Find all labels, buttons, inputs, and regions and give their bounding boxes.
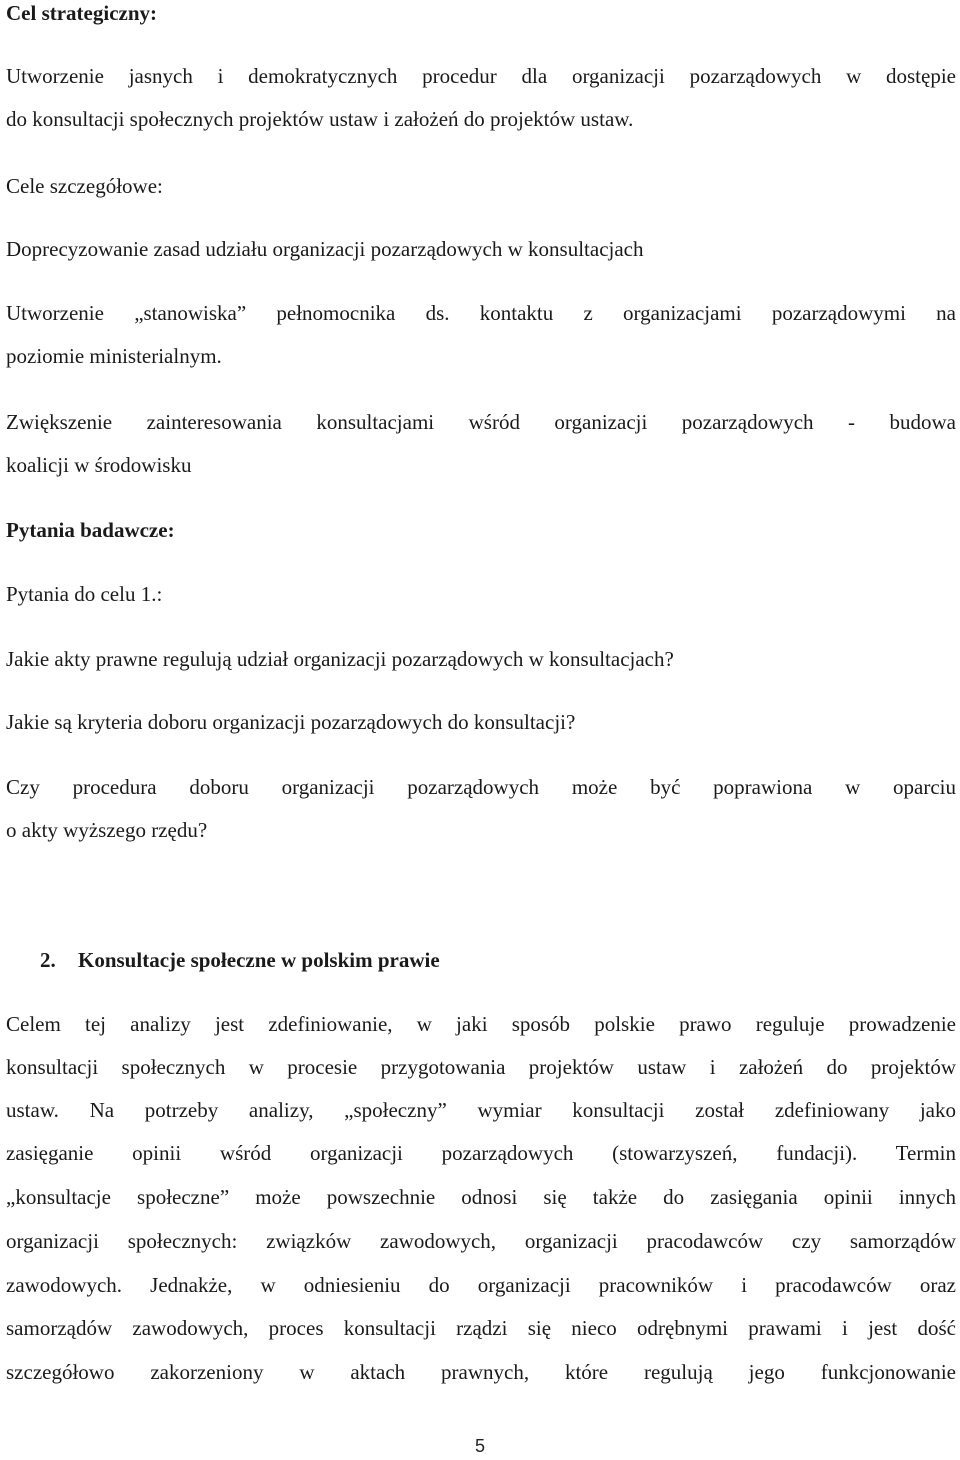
research-question-1: Jakie akty prawne regulują udział organizacji pozarządowych w konsultacjach? [6,647,674,671]
research-questions-subheading: Pytania do celu 1.: [6,582,163,606]
specific-goals-heading: Cele szczegółowe: [6,174,163,198]
specific-goal-3-line-1: Zwiększenie zainteresowania konsultacjami wśród organizacji pozarządowych - budowa [6,410,956,434]
strategic-goal-heading: Cel strategiczny: [6,1,158,25]
specific-goal-1: Doprecyzowanie zasad udziału organizacji pozarządowych w konsultacjach [6,237,644,261]
section-2-number: 2. [40,948,56,972]
section-2-line-5: „konsultacje społeczne” może powszechnie odnosi się także do zasięgania opinii innych [6,1185,956,1209]
section-2-line-6: organizacji społecznych: związków zawodowych, organizacji pracodawców czy samorządów [6,1229,956,1253]
specific-goal-3-line-2: koalicji w środowisku [6,453,192,477]
section-2-line-4: zasięganie opinii wśród organizacji pozarządowych (stowarzyszeń, fundacji). Termin [6,1141,956,1165]
strategic-goal-line-1: Utworzenie jasnych i demokratycznych procedur dla organizacji pozarządowych w dostępie [6,64,956,88]
section-2-line-8: samorządów zawodowych, proces konsultacji rządzi się nieco odrębnymi prawami i jest dość [6,1316,956,1340]
page-number: 5 [474,1436,485,1456]
section-2-line-1: Celem tej analizy jest zdefiniowanie, w jaki sposób polskie prawo reguluje prowadzenie [6,1012,956,1036]
section-2-line-9: szczegółowo zakorzeniony w aktach prawnych, które regulują jego funkcjonowanie [6,1360,956,1384]
section-2-line-2: konsultacji społecznych w procesie przygotowania projektów ustaw i założeń do projektów [6,1055,956,1079]
research-question-3-line-2: o akty wyższego rzędu? [6,818,208,842]
research-question-3-line-1: Czy procedura doboru organizacji pozarządowych może być poprawiona w oparciu [6,775,956,799]
section-2-line-7: zawodowych. Jednakże, w odniesieniu do organizacji pracowników i pracodawców oraz [6,1273,956,1297]
research-questions-heading: Pytania badawcze: [6,518,175,542]
strategic-goal-line-2: do konsultacji społecznych projektów ustaw i założeń do projektów ustaw. [6,107,634,131]
research-question-2: Jakie są kryteria doboru organizacji pozarządowych do konsultacji? [6,710,576,734]
section-2-title: Konsultacje społeczne w polskim prawie [78,948,440,972]
specific-goal-2-line-2: poziomie ministerialnym. [6,344,222,368]
section-2-line-3: ustaw. Na potrzeby analizy, „społeczny” wymiar konsultacji został zdefiniowany jako [6,1098,956,1122]
specific-goal-2-line-1: Utworzenie „stanowiska” pełnomocnika ds. kontaktu z organizacjami pozarządowymi na [6,301,956,325]
